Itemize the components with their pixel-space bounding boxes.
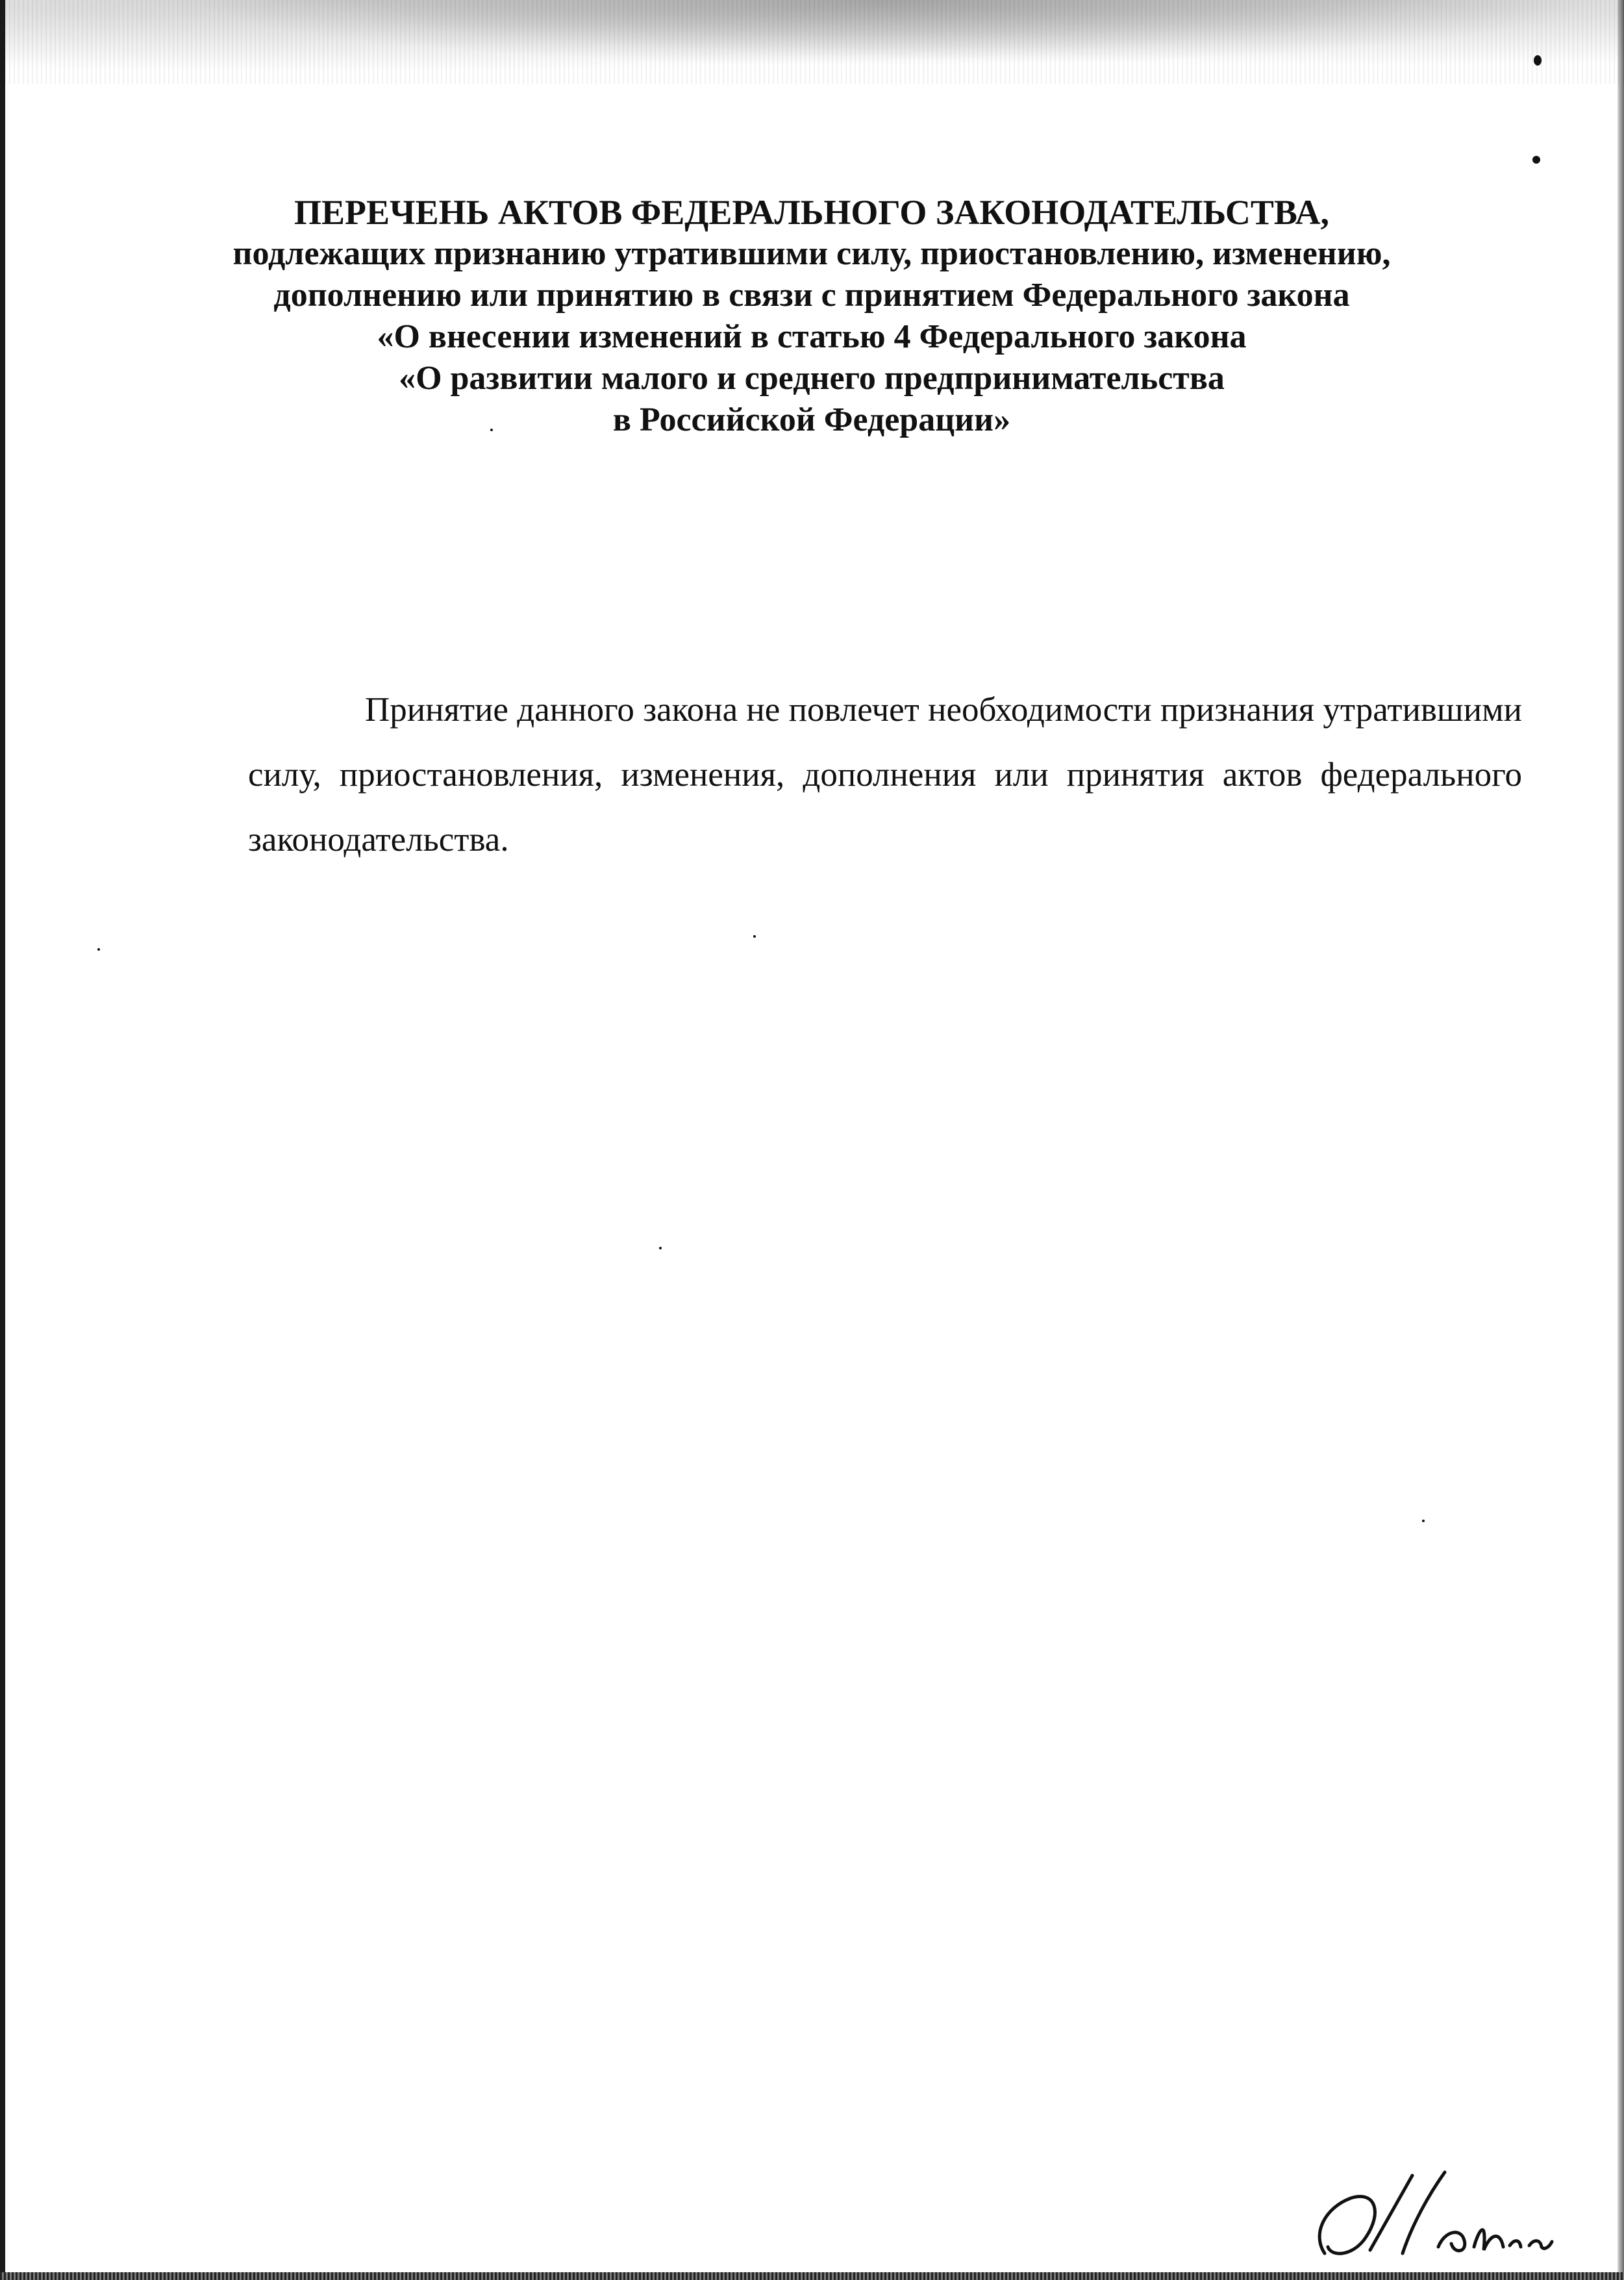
scan-edge-left — [0, 0, 5, 2280]
scan-speck — [659, 1247, 662, 1249]
scan-speck — [1422, 1520, 1425, 1522]
document-title — [195, 192, 1429, 441]
scan-speck — [97, 948, 100, 951]
handwritten-signature — [1305, 2136, 1565, 2279]
title-line-3: дополнению или принятию в связи с принятием Федерального закона — [273, 277, 1350, 314]
title-line-6: в Российской Федерации» — [612, 401, 1011, 438]
scan-speck — [1534, 55, 1542, 66]
scan-edge-right — [1618, 0, 1624, 2280]
title-line-4: «О внесении изменений в статью 4 Федерального закона — [377, 318, 1247, 355]
title-line-2: подлежащих признанию утратившими силу, приостановлению, изменению, — [232, 235, 1391, 272]
scan-noise-top — [0, 0, 1624, 84]
body-paragraph: Принятие данного закона не повлечет необходимости признания утратившими силу, приостановления, изменения, дополнения или принятия актов федерального законодательства. — [248, 691, 1522, 858]
title-line-1: ПЕРЕЧЕНЬ АКТОВ ФЕДЕРАЛЬНОГО ЗАКОНОДАТЕЛЬСТВА, — [294, 193, 1330, 232]
scan-speck — [1532, 156, 1540, 164]
title-line-5: «О развитии малого и среднего предпринимательства — [399, 360, 1225, 397]
scan-speck — [753, 935, 756, 938]
